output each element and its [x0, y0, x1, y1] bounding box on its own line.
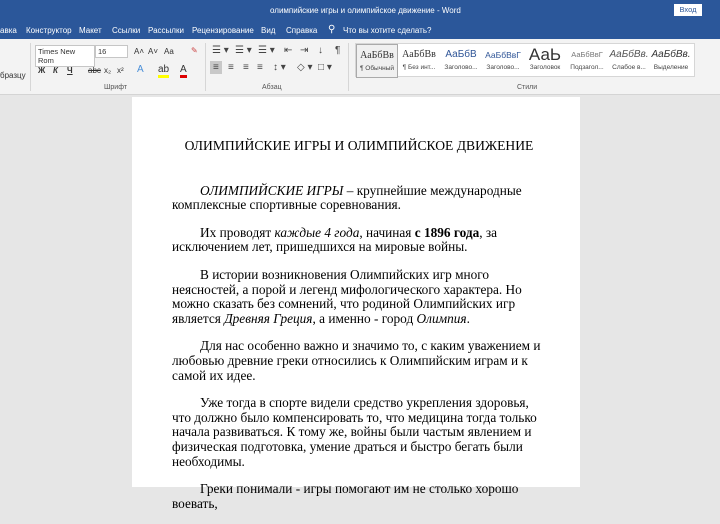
style-subtle-emphasis[interactable]: АаБбВв. Слабое в...: [609, 49, 649, 71]
decrease-indent-icon[interactable]: ⇤: [284, 45, 293, 56]
style-no-spacing[interactable]: АаБбВв ¶ Без инт...: [402, 49, 436, 71]
document-page[interactable]: [132, 97, 580, 511]
align-right-icon[interactable]: ≡: [243, 62, 249, 73]
paragraph-6: Греки понимали - игры помогают им не столько хорошо воевать,: [172, 481, 519, 511]
strikethrough-button[interactable]: abc: [88, 66, 101, 75]
paragraph-5: Уже тогда в спорте видели средство укрепления здоровья, что должно было компенсировать то, что медицина тогда только начала развиваться. К тому же, войны были частым явлением и физическая подготовка, умение драться и быстро бегать были необходимы.: [172, 395, 537, 469]
tab-review[interactable]: Рецензирование: [192, 26, 254, 35]
subscript-button[interactable]: x₂: [104, 66, 112, 75]
font-name-select[interactable]: Times New Rom: [35, 45, 95, 67]
tab-insert[interactable]: авка: [0, 26, 17, 35]
title-bar: [0, 0, 720, 20]
style-title[interactable]: АаЬ Заголовок: [528, 45, 562, 71]
tab-references[interactable]: Ссылки: [112, 26, 141, 35]
pilcrow-icon[interactable]: ¶: [335, 45, 341, 56]
justify-icon[interactable]: ≡: [257, 62, 263, 73]
lightbulb-icon: ⚲: [328, 24, 336, 35]
styles-gallery: [355, 43, 695, 77]
change-case-button[interactable]: Aa: [164, 47, 174, 56]
tell-me-input[interactable]: Что вы хотите сделать?: [343, 26, 432, 35]
align-center-icon[interactable]: ≡: [228, 62, 234, 73]
paragraph-3: В истории возникновения Олимпийских игр много неясностей, а порой и легенд мифологического характера. Но можно сказать без сомнений, что родиной Олимпийских игр является Древняя Греция, а именно - город Олимпия.: [172, 266, 522, 326]
style-heading-1[interactable]: АаБбВ Заголово...: [444, 49, 478, 71]
login-button[interactable]: Вход: [674, 4, 702, 16]
font-group-label: Шрифт: [104, 84, 128, 91]
sort-icon[interactable]: ↓: [318, 45, 323, 56]
highlight-icon[interactable]: ab: [158, 64, 169, 78]
font-size-select[interactable]: 16: [95, 45, 128, 58]
font-color-icon[interactable]: A: [180, 64, 187, 78]
style-emphasis[interactable]: АаБбВв. Выделение: [651, 49, 691, 71]
window-title: олимпийские игры и олимпийское движение - Word: [270, 6, 461, 15]
numbering-icon[interactable]: ☰ ▾: [235, 45, 252, 56]
ribbon-tabs: [0, 20, 720, 39]
borders-icon[interactable]: □ ▾: [318, 62, 332, 73]
bullets-icon[interactable]: ☰ ▾: [212, 45, 229, 56]
paragraph-4: Для нас особенно важно и значимо то, с каким уважением и любовью древние греки относились к Олимпийским играм и к самой их идее.: [172, 338, 541, 383]
shading-icon[interactable]: ◇ ▾: [297, 62, 313, 73]
bold-button[interactable]: Ж: [38, 66, 46, 75]
tab-help[interactable]: Справка: [286, 26, 318, 35]
styles-group-label: Стили: [517, 84, 538, 91]
document-title: ОЛИМПИЙСКИЕ ИГРЫ И ОЛИМПИЙСКОЕ ДВИЖЕНИЕ: [184, 138, 534, 153]
tab-mailings[interactable]: Рассылки: [148, 26, 184, 35]
paragraph-1: ОЛИМПИЙСКИЕ ИГРЫ – крупнейшие международные комплексные спортивные соревнования.: [172, 182, 522, 213]
italic-button[interactable]: К: [53, 66, 58, 75]
document-body[interactable]: [172, 139, 546, 524]
align-left-icon[interactable]: ≡: [210, 61, 222, 74]
text-effects-icon[interactable]: A: [137, 64, 144, 75]
superscript-button[interactable]: x²: [117, 66, 124, 75]
tab-view[interactable]: Вид: [261, 26, 276, 35]
style-subtitle[interactable]: АаБбВвГ Подзагол...: [570, 50, 604, 71]
multilevel-list-icon[interactable]: ☰ ▾: [258, 45, 275, 56]
increase-indent-icon[interactable]: ⇥: [300, 45, 309, 56]
style-heading-2[interactable]: АаБбВвГ Заголово...: [485, 50, 521, 71]
tab-design[interactable]: Конструктор: [26, 26, 72, 35]
paragraph-group-label: Абзац: [262, 84, 282, 91]
style-normal[interactable]: АаБбВв ¶ Обычный: [356, 44, 398, 78]
tab-layout[interactable]: Макет: [79, 26, 102, 35]
line-spacing-icon[interactable]: ↕ ▾: [273, 62, 286, 73]
ribbon: [0, 39, 720, 95]
grow-font-button[interactable]: A˄: [134, 47, 145, 56]
paragraph-2: Их проводят каждые 4 года, начиная с 1896 года, за исключением лет, пришедшихся на мировые войны.: [172, 224, 498, 255]
clear-format-icon[interactable]: ✎: [191, 46, 198, 55]
underline-button[interactable]: Ч: [67, 66, 73, 75]
format-painter-button[interactable]: бразцу: [0, 71, 26, 80]
shrink-font-button[interactable]: A˅: [148, 47, 159, 56]
